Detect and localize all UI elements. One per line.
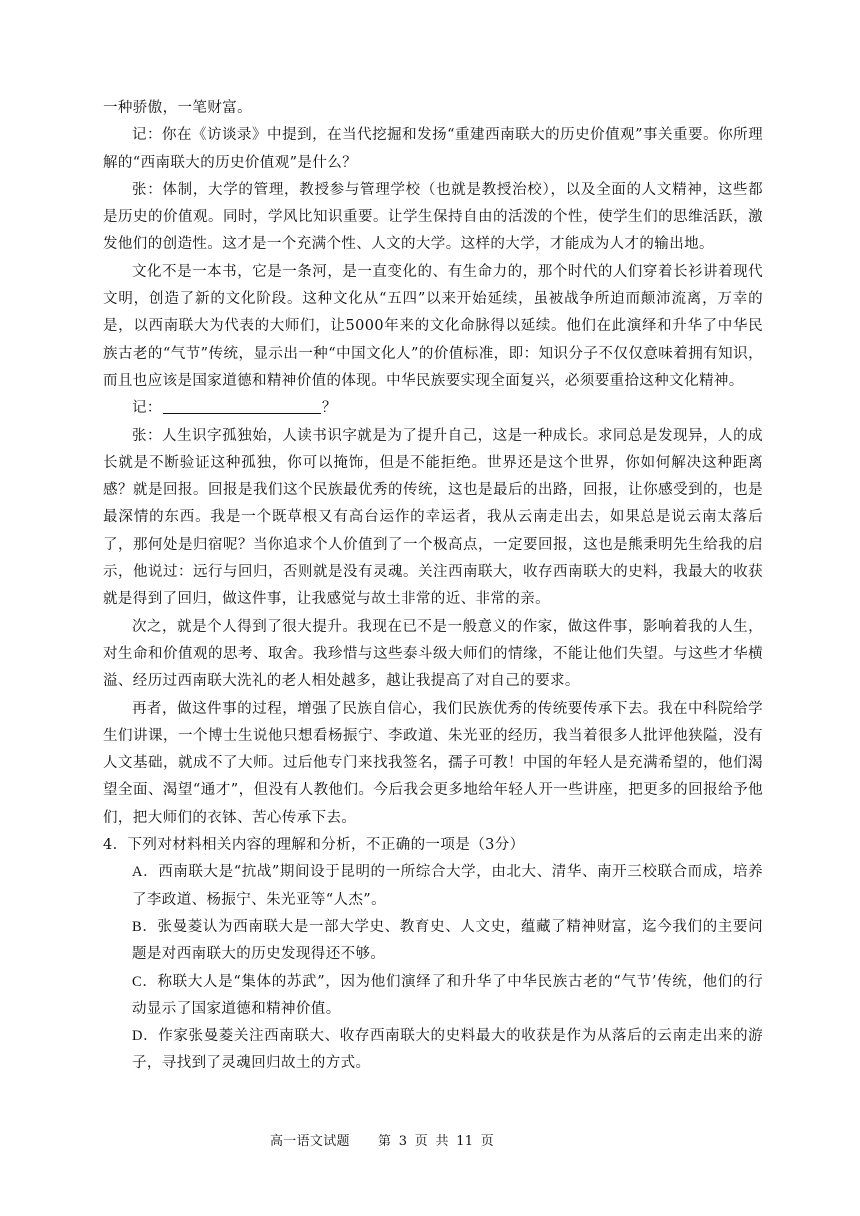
option-a bbox=[132, 859, 763, 914]
option-text: 张曼菱认为西南联大是一部大学史、教育史、人文史，蕴藏了精神财富，迄今我们的主要问题是对西南联大的历史发现得还不够。 bbox=[132, 918, 763, 963]
blank-prefix: 记： bbox=[132, 400, 162, 417]
question-stem: 4．下列对材料相关内容的理解和分析，不正确的一项是（3分） bbox=[103, 837, 525, 854]
paragraph: 记：你在《访谈录》中提到，在当代挖掘和发扬“重建西南联大的历史价值观”事关重要。你所理解的“西南联大的历史价值观”是什么？ bbox=[103, 127, 763, 171]
paragraph: 次之，就是个人得到了很大提升。我现在已不是一般意义的作家，做这件事，影响着我的人生，对生命和价值观的思考、取舍。我珍惜与这些泰斗级大师们的情缘，不能让他们失望。与这些才华横溢、经历过西南联大洗礼的老人相处越多，越让我提高了对自己的要求。 bbox=[103, 618, 763, 690]
answer-blank[interactable] bbox=[163, 397, 321, 414]
footer-title: 高一语文试题 bbox=[270, 1134, 350, 1149]
option-d bbox=[132, 1023, 763, 1078]
option-label: D． bbox=[132, 1028, 159, 1045]
option-label: A． bbox=[132, 864, 159, 881]
option-text: 作家张曼菱关注西南联大、收存西南联大的史料最大的收获是作为从落后的云南走出来的游子，寻找到了灵魂回归故土的方式。 bbox=[132, 1028, 763, 1072]
footer-page-number: 第 3 页 共 11 页 bbox=[378, 1134, 495, 1149]
paragraph: 张：体制，大学的管理，教授参与管理学校（也就是教授治校），以及全面的人文精神，这些都是历史的价值观。同时，学风比知识重要。让学生保持自由的活泼的个性，使学生们的思维活跃，激发他们的创造性。这才是一个充满个性、人文的大学。这样的大学，才能成为人才的输出地。 bbox=[103, 181, 763, 253]
paragraph: 一种骄傲，一笔财富。 bbox=[103, 100, 252, 116]
option-label: B． bbox=[132, 918, 158, 935]
option-label: C． bbox=[132, 973, 158, 990]
paragraph: 文化不是一本书，它是一条河，是一直变化的、有生命力的，那个时代的人们穿着长衫讲着现代文明，创造了新的文化阶段。这种文化从“五四”以来开始延续，虽被战争所迫而颠沛流离，万幸的是，以西南联大为代表的大师们，让5000年来的文化命脉得以延续。他们在此演绎和升华了中华民族古老的“气节”传统，显示出一种“中国文化人”的价值标准，即：知识分子不仅仅意味着拥有知识，而且也应该是国家道德和精神价值的体现。中华民族要实现全面复兴，必须要重拾这种文化精神。 bbox=[103, 263, 763, 389]
option-text: 西南联大是“抗战”期间设于昆明的一所综合大学，由北大、清华、南开三校联合而成，培养了李政道、杨振宁、朱光亚等“人杰”。 bbox=[132, 864, 763, 908]
document-body bbox=[103, 95, 763, 1078]
blank-suffix: ？ bbox=[321, 400, 337, 417]
option-text: 称联大人是“集体的苏武”，因为他们演绎了和升华了中华民族古老的“气节’传统，他们的行动显示了国家道德和精神价值。 bbox=[132, 973, 763, 1017]
blank-question-line bbox=[103, 395, 763, 422]
option-b bbox=[132, 914, 763, 969]
paragraph: 再者，做这件事的过程，增强了民族自信心，我们民族优秀的传统要传承下去。我在中科院给学生们讲课，一个博士生说他只想看杨振宁、李政道、朱光亚的经历，我当着很多人批评他狭隘，没有人文基础，就成不了大师。过后他专门来找我签名，孺子可教！中国的年轻人是充满希望的，他们渴望全面、渴望“通才”，但没有人教他们。今后我会更多地给年轻人开一些讲座，把更多的回报给予他们，把大师们的衣钵、苦心传承下去。 bbox=[103, 700, 763, 826]
option-c bbox=[132, 969, 763, 1024]
paragraph: 张：人生识字孤独始，人读书识字就是为了提升自己，这是一种成长。求同总是发现异，人的成长就是不断验证这种孤独，你可以掩饰，但是不能拒绝。世界还是这个世界，你如何解决这种距离感？就是回报。回报是我们这个民族最优秀的传统，这也是最后的出路，回报，让你感受到的，也是最深情的东西。我是一个既草根又有高台运作的幸运者，我从云南走出去，如果总是说云南太落后了，那何处是归宿呢？当你追求个人价值到了一个极高点，一定要回报，这也是熊秉明先生给我的启示，他说过：远行与回归，否则就是没有灵魂。关注西南联大，收存西南联大的史料，我最大的收获就是得到了回归，做这件事，让我感觉与故土非常的近、非常的亲。 bbox=[103, 427, 763, 608]
